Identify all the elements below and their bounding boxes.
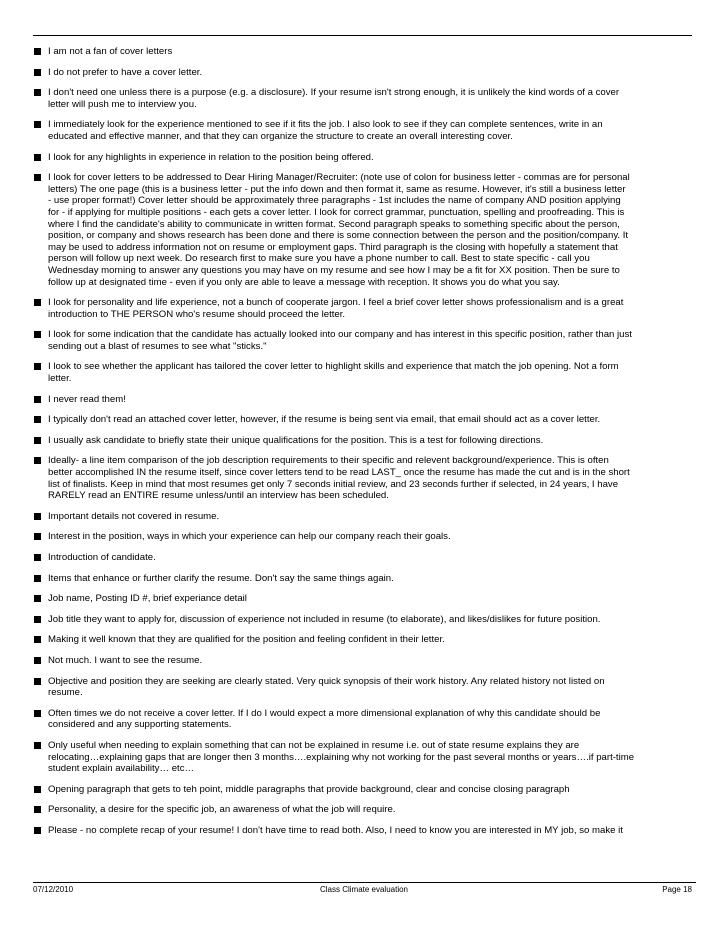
square-bullet-icon <box>34 786 41 793</box>
top-rule <box>33 35 692 36</box>
square-bullet-icon <box>34 89 41 96</box>
response-item <box>33 804 701 816</box>
footer-title: Class Climate evaluation <box>319 885 409 894</box>
response-item <box>33 455 701 501</box>
square-bullet-icon <box>34 154 41 161</box>
response-item <box>33 676 701 699</box>
square-bullet-icon <box>34 437 41 444</box>
response-text: I look for cover letters to be addressed to Dear Hiring Manager/Recruiter: (note use of colon for business letter - commas are for personal letters) The one page (this is a business letter - put the info down and then format it, same as resume. However, it's still a business letter - use proper format!) Cover letter should be approximately three paragraphs - 1st includes the name of company AND position applying for - if applying for multiple positions - each gets a cover letter. I look for correct grammar, punctuation, spelling and proofreading. This is where I find the candidate's ability to communicate in written format. Second paragraph speaks to something specific about the person, position, or company and shows research has been done and there is some connection between the person and the position/company. It may be used to address information not on resume or employment gaps. Third paragraph is the closing with hopefully a statement that person will follow up next week. Do research first to make sure you have a phone number to call. Best to state specific - call you Wednesday morning to answer any questions you may have on my resume and see how I may be a fit for XX position. Then be sure to follow up at designated time - even if you only are able to leave a message with reception. It shows you do what you say. <box>48 172 630 288</box>
footer-rule <box>33 882 696 883</box>
response-item <box>33 297 701 320</box>
response-item <box>33 708 701 731</box>
response-item <box>33 67 701 79</box>
response-text: I look for some indication that the candidate has actually looked into our company and has interest in this specific position, rather than just sending out a blast of resumes to see what "sticks." <box>48 329 632 352</box>
response-item <box>33 329 701 352</box>
response-text: Job title they want to apply for, discussion of experience not included in resume (to elaborate), and likes/dislikes for future position. <box>48 613 601 625</box>
response-item <box>33 634 701 646</box>
square-bullet-icon <box>34 69 41 76</box>
footer-date: 07/12/2010 <box>33 885 74 894</box>
response-list <box>33 46 701 846</box>
response-text: Not much. I want to see the resume. <box>48 654 203 666</box>
response-item <box>33 573 701 585</box>
response-item <box>33 435 701 447</box>
response-text: I am not a fan of cover letters <box>48 46 173 57</box>
response-text: I typically don't read an attached cover letter, however, if the resume is being sent via email, that email should act as a cover letter. <box>48 414 601 426</box>
square-bullet-icon <box>34 678 41 685</box>
response-text: I look to see whether the applicant has tailored the cover letter to highlight skills and experience that match the job opening. Not a form letter. <box>48 361 619 385</box>
response-item <box>33 593 701 605</box>
response-text: I immediately look for the experience mentioned to see if it fits the job. I also look to see if they can complete sentences, write in an educated and effective manner, and that they can organize the structure to create an overall interesting cover. <box>48 119 603 142</box>
response-item <box>33 119 701 142</box>
response-text: I do not prefer to have a cover letter. <box>48 66 203 78</box>
response-item <box>33 361 701 384</box>
square-bullet-icon <box>34 742 41 749</box>
response-item <box>33 172 701 288</box>
response-item <box>33 784 701 796</box>
square-bullet-icon <box>34 363 41 370</box>
response-text: Personality, a desire for the specific job, an awareness of what the job will require. <box>48 804 396 816</box>
response-item <box>33 740 701 775</box>
response-text: Ideally- a line item comparison of the job description requirements to their specific and relevent background/experience. This is often better accomplished IN the resume itself, since cover letters tend to be read LAST_ once the resume has made the cut and is in the short list of finalists. Keep in mind that most resumes get only 7 seconds initial review, and 23 seconds further if selected, in 24 years, I have RARELY read an ENTIRE resume unless/until an interview has been scheduled. <box>48 455 630 502</box>
square-bullet-icon <box>34 331 41 338</box>
response-text: I look for any highlights in experience in relation to the position being offered. <box>48 151 374 163</box>
response-item <box>33 152 701 164</box>
response-text: I look for personality and life experience, not a bunch of cooperate jargon. I feel a brief cover letter shows professionalism and is a great introduction to THE PERSON who's resume should proceed the letter. <box>48 297 624 320</box>
square-bullet-icon <box>34 299 41 306</box>
square-bullet-icon <box>34 174 41 181</box>
response-text: I never read them! <box>48 393 126 405</box>
square-bullet-icon <box>34 533 41 540</box>
response-text: Job name, Posting ID #, brief experiance detail <box>48 593 247 605</box>
square-bullet-icon <box>34 657 41 664</box>
square-bullet-icon <box>34 513 41 520</box>
response-item <box>33 394 701 406</box>
square-bullet-icon <box>34 48 41 55</box>
square-bullet-icon <box>34 554 41 561</box>
response-text: Often times we do not receive a cover letter. If I do I would expect a more dimensional explanation of why this candidate should be considered and any supporting statements. <box>48 707 601 731</box>
response-item <box>33 531 701 543</box>
square-bullet-icon <box>34 806 41 813</box>
square-bullet-icon <box>34 396 41 403</box>
footer-page-number: Page 18 <box>662 885 692 894</box>
response-text: I usually ask candidate to briefly state their unique qualifications for the position. This is a test for following directions. <box>48 434 544 446</box>
response-item <box>33 414 701 426</box>
square-bullet-icon <box>34 595 41 602</box>
response-item <box>33 552 701 564</box>
response-item <box>33 655 701 667</box>
response-item <box>33 87 701 110</box>
response-item <box>33 825 701 837</box>
response-text: Only useful when needing to explain something that can not be explained in resume i.e. out of state resume explains they are relocating…explaining gaps that are longer then 3 months….explaining why not working for the past several months or years….if part-time student explain availability… etc… <box>48 739 635 775</box>
square-bullet-icon <box>34 636 41 643</box>
response-text: Important details not covered in resume. <box>48 510 220 522</box>
square-bullet-icon <box>34 575 41 582</box>
response-text: Making it well known that they are qualified for the position and feeling confident in their letter. <box>48 634 445 646</box>
response-text: Please - no complete recap of your resume! I don't have time to read both. Also, I need to know you are interested in MY job, so make it <box>48 824 623 836</box>
square-bullet-icon <box>34 121 41 128</box>
response-text: Items that enhance or further clarify the resume. Don't say the same things again. <box>48 572 394 584</box>
response-item <box>33 511 701 523</box>
response-text: Opening paragraph that gets to teh point, middle paragraphs that provide background, clear and concise closing paragraph <box>48 783 570 795</box>
square-bullet-icon <box>34 710 41 717</box>
square-bullet-icon <box>34 416 41 423</box>
square-bullet-icon <box>34 616 41 623</box>
response-item <box>33 46 701 58</box>
response-text: Objective and position they are seeking are clearly stated. Very quick synopsis of their work history. Any related history not listed on resume. <box>48 675 605 699</box>
square-bullet-icon <box>34 827 41 834</box>
response-item <box>33 614 701 626</box>
square-bullet-icon <box>34 457 41 464</box>
response-text: Introduction of candidate. <box>48 552 156 563</box>
response-text: I don't need one unless there is a purpose (e.g. a disclosure). If your resume isn't strong enough, it is unlikely the kind words of a cover letter will push me to interview you. <box>48 87 620 110</box>
response-text: Interest in the position, ways in which your experience can help our company reach their goals. <box>48 531 451 543</box>
